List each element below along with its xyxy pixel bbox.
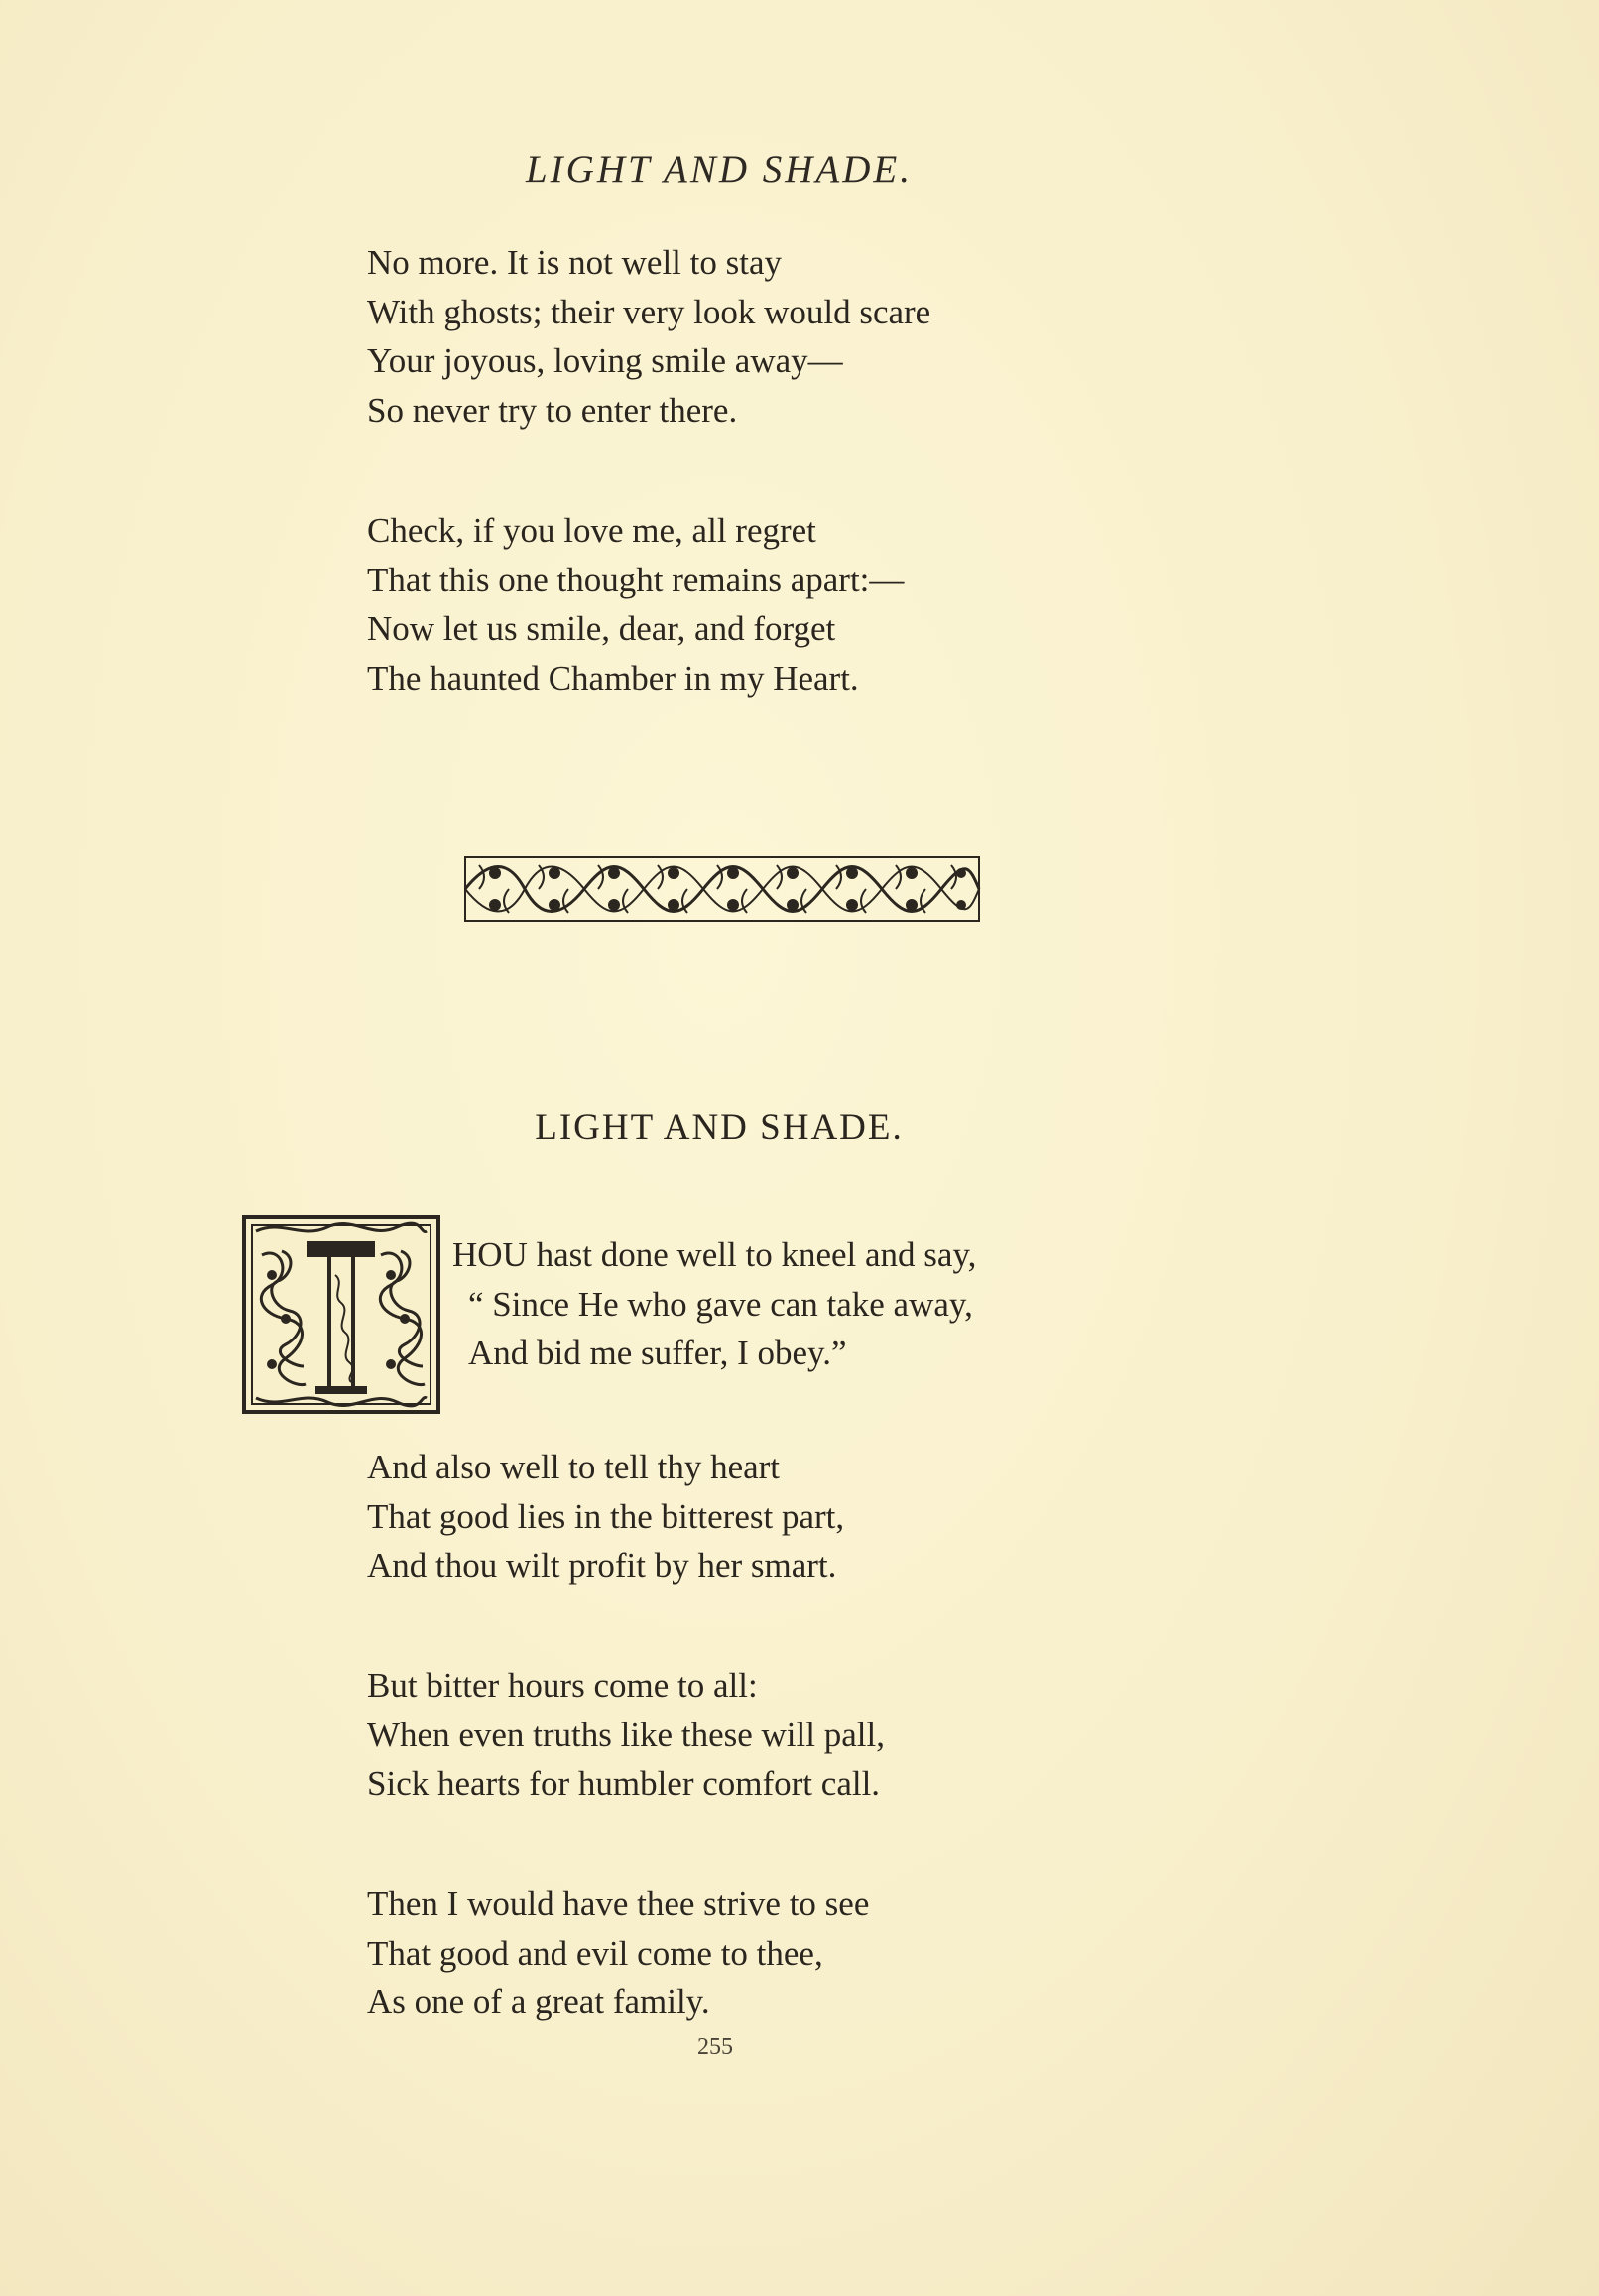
page-number: 255 xyxy=(697,2034,733,2060)
decorated-initial-T-icon xyxy=(242,1215,440,1414)
verse-line: That good lies in the bitterest part, xyxy=(367,1496,845,1536)
verse-line: That good and evil come to thee, xyxy=(367,1933,823,1973)
poem-stanza-3 xyxy=(367,1661,885,1809)
verse-line: And bid me suffer, I obey.” xyxy=(468,1334,847,1372)
floral-vine-ornament-icon xyxy=(459,851,985,927)
verse-line: As one of a great family. xyxy=(367,1982,710,2021)
previous-poem-stanza-1 xyxy=(367,238,930,435)
verse-line: And thou wilt profit by her smart. xyxy=(367,1546,837,1585)
verse-line: When even truths like these will pall, xyxy=(367,1715,885,1754)
verse-line: No more. It is not well to stay xyxy=(367,243,783,282)
running-head: LIGHT AND SHADE. xyxy=(525,148,913,191)
verse-line: And also well to tell thy heart xyxy=(367,1448,781,1486)
verse-line: With ghosts; their very look would scare xyxy=(367,292,931,331)
poem-stanza-2 xyxy=(367,1443,844,1591)
verse-line: Check, if you love me, all regret xyxy=(367,511,816,550)
poem-stanza-4 xyxy=(367,1879,869,2027)
verse-line: So never try to enter there. xyxy=(367,390,738,430)
verse-line: Then I would have thee strive to see xyxy=(367,1884,870,1923)
verse-line: That this one thought remains apart:— xyxy=(367,560,905,599)
verse-line: Your joyous, loving smile away— xyxy=(367,341,843,380)
previous-poem-stanza-2 xyxy=(367,506,904,702)
verse-line: “ Since He who gave can take away, xyxy=(468,1284,973,1324)
verse-line: HOU hast done well to kneel and say, xyxy=(452,1235,977,1274)
poem-title: LIGHT AND SHADE. xyxy=(535,1107,904,1148)
verse-line: Now let us smile, dear, and forget xyxy=(367,609,836,648)
verse-line: But bitter hours come to all: xyxy=(367,1666,758,1705)
verse-line: The haunted Chamber in my Heart. xyxy=(367,658,859,698)
verse-line: Sick hearts for humbler comfort call. xyxy=(367,1764,881,1803)
poem-stanza-1 xyxy=(452,1230,976,1378)
